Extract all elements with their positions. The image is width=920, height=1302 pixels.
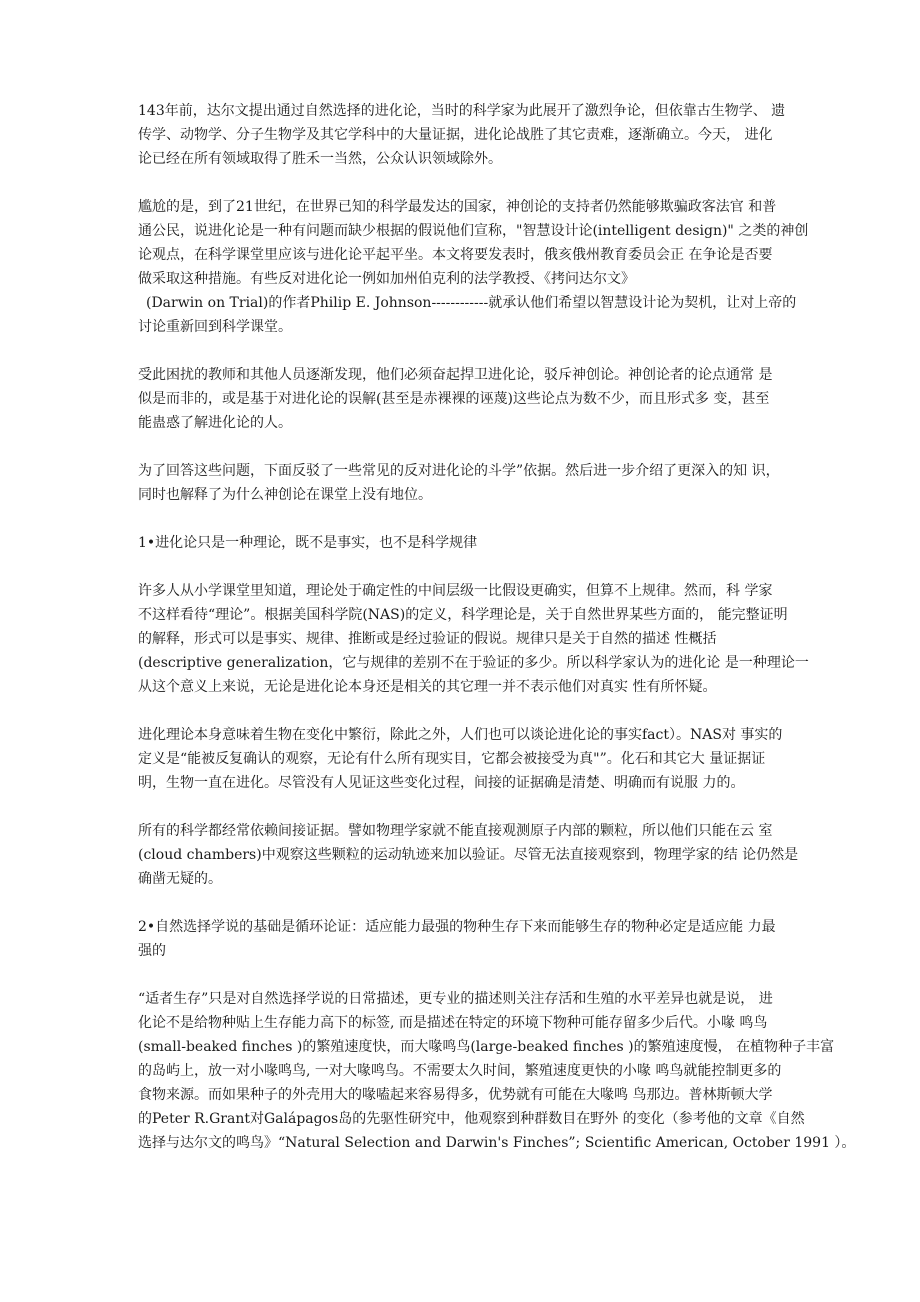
paragraph-survival bbox=[138, 987, 856, 1155]
text-line: 143年前，达尔文提出通过自然选择的进化论，当时的科学家为此展开了激烈争论，但依靠古生物学、 遗 bbox=[138, 103, 786, 119]
text-line: 许多人从小学课堂里知道，理论处于确定性的中间层级一比假设更确实，但算不上规律。然而，科 学家 bbox=[138, 583, 773, 599]
paragraph-theory bbox=[138, 579, 809, 699]
text-line: 所有的科学都经常依赖间接证据。譬如物理学家就不能直接观测原子内部的颗粒，所以他们只能在云 室 bbox=[138, 823, 773, 839]
paragraph-teachers bbox=[138, 363, 798, 435]
text-line: 的解释，形式可以是事实、规律、推断或是经过验证的假说。规律只是关于自然的描述 性概括 bbox=[138, 631, 717, 647]
text-line: 为了回答这些问题，下面反驳了一些常见的反对进化论的斗学”依据。然后进一步介绍了更深入的知 识， bbox=[138, 463, 780, 479]
text-line: 化论不是给物种贴上生存能力高下的标签, 而是描述在特定的环境下物种可能存留多少后代。小喙 鸣鸟 bbox=[138, 1015, 768, 1031]
text-line: 从这个意义上来说，无论是进化论本身还是相关的其它理一并不表示他们对真实 性有所怀疑。 bbox=[138, 679, 717, 695]
text-line: 进化理论本身意味着生物在变化中繁衍，除此之外，人们也可以谈论进化论的事实fact）。NAS对 事实的 bbox=[138, 727, 783, 743]
text-line: 的Peter R.Grant对Galápagos岛的先驱性研究中，他观察到种群数目在野外 的变化（参考他的文章《自然 bbox=[138, 1111, 805, 1127]
text-line: 论观点，在科学课堂里应该与进化论平起平坐。本文将要发表时，俄亥俄州教育委员会正 在争论是否要 bbox=[138, 247, 773, 263]
text-line: (cloud chambers)中观察这些颗粒的运动轨迹来加以验证。尽管无法直接观察到，物理学家的结 论仍然是 bbox=[138, 847, 799, 863]
text-line: 选择与达尔文的鸣鸟》“Natural Selection and Darwin's Finches”; Scientific American, October 1991 ）。 bbox=[138, 1135, 856, 1151]
text-line: (small-beaked finches )的繁殖速度快，而大喙鸣鸟(large-beaked finches )的繁殖速度慢， 在植物种子丰富 bbox=[138, 1039, 835, 1055]
paragraph-awkward bbox=[138, 195, 809, 339]
paragraph-answer bbox=[138, 459, 798, 507]
text-line: 能蛊惑了解进化论的人。 bbox=[138, 415, 292, 431]
text-line: 传学、动物学、分子生物学及其它学科中的大量证据，进化论战胜了其它责难，逐渐确立。今天， 进化 bbox=[138, 127, 773, 143]
heading-line: 1•进化论只是一种理论，既不是事实，也不是科学规律 bbox=[138, 535, 478, 551]
section-heading-2 bbox=[138, 915, 798, 963]
text-line: 食物来源。而如果种子的外壳用大的喙嗑起来容易得多，优势就有可能在大喙鸣 鸟那边。普林斯顿大学 bbox=[138, 1087, 773, 1103]
text-line: 受此困扰的教师和其他人员逐渐发现，他们必须奋起捍卫进化论，驳斥神创论。神创论者的论点通常 是 bbox=[138, 367, 773, 383]
text-line: (descriptive generalization，它与规律的差别不在于验证的多少。所以科学家认为的进化论 是一种理论一 bbox=[138, 655, 809, 671]
text-line: 确凿无疑的。 bbox=[138, 871, 222, 887]
text-line: 同时也解释了为什么神创论在课堂上没有地位。 bbox=[138, 487, 432, 503]
text-line: 似是而非的，或是基于对进化论的误解(甚至是赤裸裸的诬蔑)这些论点为数不少，而且形式多 变，甚至 bbox=[138, 391, 770, 407]
text-line: (Darwin on Trial)的作者Philip E. Johnson------------就承认他们希望以智慧设计论为契机，让对上帝的 bbox=[146, 295, 797, 311]
text-line: 尴尬的是，到了21世纪，在世界已知的科学最发达的国家，神创论的支持者仍然能够欺骗政客法官 和普 bbox=[138, 199, 777, 215]
text-line: 明，生物一直在进化。尽管没有人见证这些变化过程，间接的证据确是清楚、明确而有说服 力的。 bbox=[138, 775, 745, 791]
section-heading-1 bbox=[138, 531, 798, 555]
text-line: “适者生存”只是对自然选择学说的日常描述，更专业的描述则关注存活和生殖的水平差异也就是说， 进 bbox=[138, 991, 773, 1007]
text-line: 定义是“能被反复确认的观察，无论有什么所有现实目，它都会被接受为真"”。化石和其它大 量证据证 bbox=[138, 751, 766, 767]
text-line: 做采取这种措施。有些反对进化论一例如加州伯克利的法学教授、《拷问达尔文》 bbox=[138, 271, 635, 287]
text-line: 论已经在所有领域取得了胜禾一当然，公众认识领域除外。 bbox=[138, 151, 502, 167]
paragraph-intro bbox=[138, 99, 798, 171]
text-line: 通公民，说进化论是一种有问题而缺少根据的假说他们宣称，"智慧设计论(intelligent design)" 之类的神创 bbox=[138, 223, 809, 239]
text-line: 的岛屿上，放一对小喙鸣鸟, 一对大喙鸣鸟。不需要太久时间，繁殖速度更快的小喙 鸣鸟就能控制更多的 bbox=[138, 1063, 782, 1079]
heading-line: 强的 bbox=[138, 943, 166, 959]
heading-line: 2•自然选择学说的基础是循环论证：适应能力最强的物种生存下来而能够生存的物种必定是适应能 力最 bbox=[138, 919, 776, 935]
document-body bbox=[138, 99, 856, 1179]
paragraph-indirect-evidence bbox=[138, 819, 798, 891]
text-line: 不这样看待“理论”。根据美国科学院(NAS)的定义，科学理论是，关于自然世界某些方面的， 能完整证明 bbox=[138, 607, 788, 623]
paragraph-fact bbox=[138, 723, 798, 795]
text-line: 讨论重新回到科学课堂。 bbox=[138, 319, 292, 335]
